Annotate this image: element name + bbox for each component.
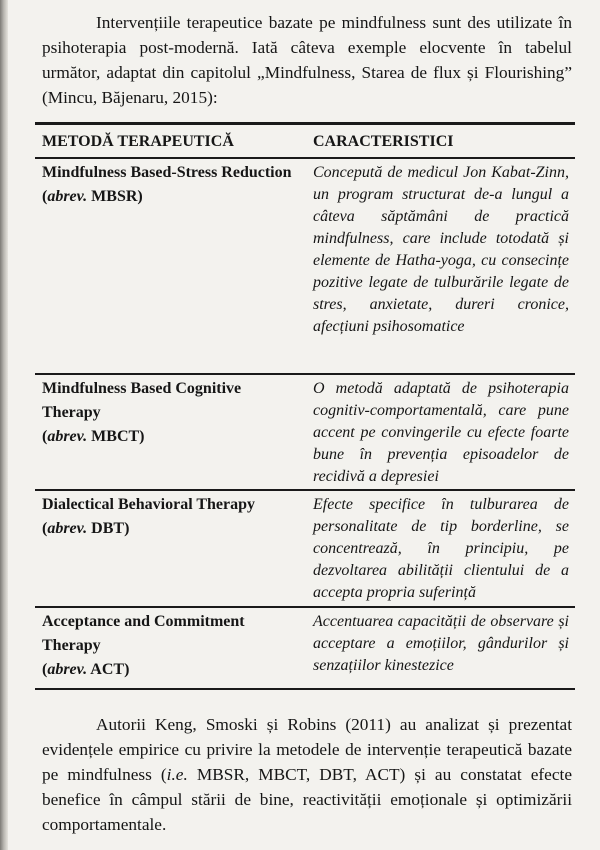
- header-characteristics: CARACTERISTICI: [313, 133, 454, 150]
- abbr-code: MBSR: [91, 188, 138, 205]
- method-name: Dialectical Behavioral Therapy: [42, 496, 256, 513]
- abbr-word: abrev.: [47, 188, 88, 205]
- characteristics-cell: O metodă adaptată de psihoterapia cognitiv-comportamentală, care pune accent pe convingerile cu efecte foarte bune în prevenția episoadelor de recidivă a depresiei: [313, 380, 569, 485]
- method-abbreviation: (abrev. MBSR): [42, 188, 143, 205]
- characteristics-cell: Concepută de medicul Jon Kabat-Zinn, un program structurat de-a lungul a câteva săptămâni de practică mindfulness, care include totodată și elemente de Hatha-yoga, cu consecințe pozitive legate de tulburările legate de stres, anxietate, dureri cronice, afecțiuni psihosomatice: [313, 164, 569, 335]
- abbr-word: abrev.: [47, 428, 88, 445]
- method-abbreviation: (abrev. MBCT): [42, 428, 145, 445]
- abbr-code: MBCT: [91, 428, 140, 445]
- method-abbreviation: (abrev. ACT): [42, 661, 130, 678]
- therapy-methods-table: [35, 122, 575, 690]
- method-name: Acceptance and Commitment Therapy: [42, 613, 245, 654]
- outro-paragraph: [42, 712, 572, 837]
- abbr-word: abrev.: [47, 520, 88, 537]
- abbr-code: ACT: [90, 661, 125, 678]
- characteristics-cell: Accentuarea capacității de observare și acceptare a emoțiilor, gândurilor și senzațiilor kinestezice: [313, 613, 569, 674]
- header-method: METODĂ TERAPEUTICĂ: [42, 133, 234, 150]
- method-cell: [35, 159, 303, 373]
- characteristics-cell: Efecte specifice în tulburarea de personalitate de tip borderline, se concentrează, în principiu, pe dezvoltarea abilității clientului de a accepta propria suferință: [313, 496, 569, 601]
- abbr-word: abrev.: [47, 661, 88, 678]
- method-name: Mindfulness Based-Stress Reduction: [42, 164, 292, 181]
- method-cell: [35, 608, 303, 688]
- method-cell: [35, 491, 303, 606]
- table-row: [35, 491, 575, 608]
- table-row: [35, 375, 575, 491]
- page-binding-shadow: [0, 0, 8, 850]
- method-cell: [35, 375, 303, 489]
- table-row: [35, 608, 575, 690]
- abbr-code: DBT: [91, 520, 125, 537]
- intro-paragraph: Intervențiile terapeutice bazate pe mindfulness sunt des utilizate în psihoterapia post-modernă. Iată câteva exemple elocvente în tabelul următor, adaptat din capitolul „Mindfulness, Starea de flux și Flourishing” (Mincu, Băjenaru, 2015):: [42, 13, 572, 107]
- table-row: [35, 159, 575, 375]
- outro-ie: i.e.: [166, 765, 188, 784]
- method-abbreviation: (abrev. DBT): [42, 520, 130, 537]
- outro-text-part-2: MBSR, MBCT, DBT, ACT) și au constatat efecte benefice în câmpul stării de bine, reactivității emoționale și optimizării comportamentale.: [42, 765, 572, 834]
- outro-text-part-1: Autorii Keng, Smoski și Robins (2011) au analizat și prezentat evidențele empirice cu privire la metodele de intervenție terapeutică bazate pe mindfulness (: [42, 715, 572, 784]
- table-header-row: [35, 131, 575, 159]
- method-name: Mindfulness Based Cognitive Therapy: [42, 380, 242, 421]
- table-top-rule: [35, 122, 575, 125]
